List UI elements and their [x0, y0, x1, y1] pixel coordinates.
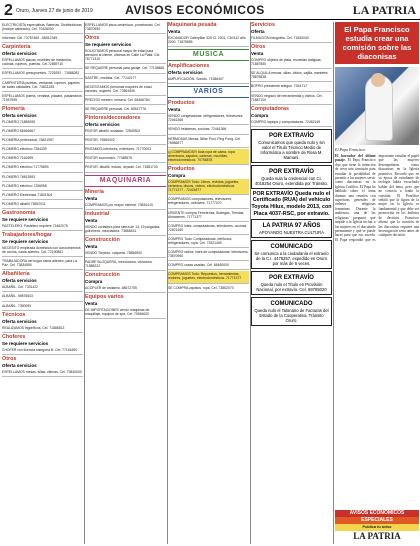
classified-ad: AMPLIFICACIÓN. Sonido. 71386407 — [168, 76, 249, 84]
subcategory-heading: Venta — [85, 217, 98, 223]
classified-ad: VENDO heladeras, cocinas. 72461366 — [168, 126, 249, 134]
classified-ad: PINTAMOS interiores, exteriores. 71770003 — [85, 146, 166, 154]
classifieds-column-1 — [2, 22, 83, 544]
classified-ad: COMPRO objetos de plata, monedas antiguas. 71887850 — [251, 57, 332, 69]
subcategory-heading: Se requiere servicios — [2, 238, 49, 244]
subcategory-heading: Compra — [251, 112, 269, 118]
classified-ad: ALBAÑIL. 7350090 — [2, 303, 83, 311]
category-heading: Trabajadores/hogar — [2, 231, 53, 238]
classified-ad: Informes: Cel. 73757460 - 65512345 — [2, 35, 83, 43]
notice-title: POR EXTRAVÍO — [269, 168, 314, 175]
classified-ad: COMPRAMOS computadoras, televisores, refrigeradores, celulares. 71777070 — [168, 196, 249, 208]
classified-ad: COMPRAMOS por mayor mineral. 73834410 — [85, 202, 166, 210]
classified-ad: PLOMERO 7162699 — [2, 155, 83, 163]
classified-ad: ACOPLER de andamio. 68672755 — [85, 285, 166, 293]
classified-ad: BOFRO presidente antiguo. 7254717 — [251, 83, 332, 91]
classified-ad: COMPRO Todo: Computadoras, teléfonos, refrigeradores, ropa. Cel. 72521460 — [168, 236, 249, 248]
category-heading: Técnicos — [2, 311, 26, 318]
section-band: MAQUINARIA — [85, 175, 166, 187]
classified-ad: ESPELLAMOS presupuestos. 7225292 - 71888282 — [2, 70, 83, 78]
classified-ad: ESPELLAMOS pisos cerámicos, porcelanato. Cel. 73870950 — [85, 22, 166, 34]
article-text: El Papa Francisco dijo que tiene la intención de crear una comisión para estudiar la posibilidad de permitir a las mujeres servir como diaconisas en la Iglesia Católica. El Papa ha hablado sobre el tema durante una reunión con superioras generales de órdenes religiosas femeninas. Durante la audiencia, una de las religiosas preguntó qué impide a la Iglesia incluir a las mujeres en el diaconado permanente y qué se puede hacer para que eso suceda. El Papa respondió que es importante estudiar el papel que las mujeres desempeñaron como diaconisas en la Iglesia primitiva. Recordó que en su época de estudiante de teología había escuchado hablar del tema, pero que no conocía a fondo la cuestión. El Pontífice señaló que la figura de la mujer en la Iglesia es fundamental y que debe ser promovida en los ámbitos de decisión. Francisco afirmó que la cuestión de las diaconisas requiere una investigación seria antes de cualquier decisión. — [335, 154, 419, 242]
subcategory-heading: Compra — [168, 173, 186, 179]
classified-ad: PINTOR económico. 77485575 — [85, 155, 166, 163]
article-body — [335, 154, 419, 460]
category-heading: Construcción — [85, 272, 120, 279]
date-line: Oruro, Jueves 27 de junio de 2019 — [16, 8, 93, 14]
classified-ad: URGENTE compra Ferreterías, Bodegas, Tiendas, Almacenes. 71771377 — [168, 210, 249, 222]
classified-ad: PINTOR, albañil, estuco, drywall. Cel. 71881733 — [85, 164, 166, 172]
classified-ad: EXCAVADOR Caterpillar 325 CL 2001, CM 512 año 2000. 71878555 — [168, 35, 249, 47]
notice-text: Queda nulo el Título en Provisión Nacional, por extravío. Cel. 69765020 — [256, 282, 327, 293]
subcategory-heading: Oferta servicios — [168, 70, 203, 76]
article-dateline: El borrador del último pasaje. — [335, 154, 376, 163]
article-headline: El Papa Francisco estudia crear una comisión sobre las diaconisas — [335, 22, 419, 64]
category-heading: Servicios — [251, 22, 275, 28]
notice-text: APOYANDO NUESTRA CULTURA — [259, 230, 324, 236]
subcategory-heading: Se requiere servicios — [2, 340, 49, 346]
notice-large: POR EXTRAVÍO Queda nulo el Certificado (RUA) del vehículo Toyota Hilux, modelo 2013, con Placa 4037-RSC, por extravío. — [251, 190, 332, 217]
classified-ad: COMPRO cosas usadas. Cel. 65480000 — [168, 262, 249, 270]
notice-box — [251, 271, 332, 295]
classified-ad: COMPRAMOS Todo: Libros, revistas, juguetes, cerámica, discos, videos, electrodomésticos. 71771377 - 72424877 — [168, 179, 249, 195]
subcategory-heading: Se requiere servicios — [85, 42, 132, 48]
classified-ad: PLOMERO 76813993 — [2, 174, 83, 182]
subcategory-heading: Oferta servicios — [2, 112, 37, 118]
page-header — [0, 0, 420, 20]
subcategory-heading: Oferta servicios — [85, 122, 120, 128]
classified-ad: ESPELLAMOS mesas, sillas, vitrinas. Cel. 73840000 — [2, 369, 83, 377]
notice-title: POR EXTRAVÍO — [269, 275, 314, 282]
classified-ad: PLOMERÍA profesional. 76821957 — [2, 137, 83, 145]
classified-ad: PINTOR albañil, soldador. 72849302 — [85, 128, 166, 136]
category-heading: Computadoras — [251, 105, 290, 112]
category-heading: Productos — [168, 100, 195, 107]
classified-ad: ¡¡¡COMPRAMOS!!! toda ropa de cama, ropa americana, zapatos, carteras, mochilas, electrodomésticos. 70758878 — [168, 149, 249, 165]
promo-box — [335, 510, 419, 542]
category-heading: Industrial — [85, 210, 110, 217]
section-title: AVISOS ECONÓMICOS — [125, 3, 265, 17]
subcategory-heading: Oferta servicios — [2, 51, 37, 57]
notice-title: COMUNICADO — [270, 301, 313, 308]
classified-ad: PLOMERO eléctrico 7284339 — [2, 146, 83, 154]
category-heading: Minería — [85, 188, 104, 195]
classified-ad: TRABAJADORA del hogar cama adentro, para La Paz. Cel. 73834550 — [2, 258, 83, 270]
classified-ad: ELECTRICISTA especialista, Baterías, Distribuidoras (Incluye cableado). Cel. 70428000 — [2, 22, 83, 34]
classified-ad: PLOMERO eléctrico 7256998 — [2, 183, 83, 191]
section-band: MÚSICA — [168, 49, 249, 61]
notice-box — [251, 240, 332, 269]
subcategory-heading: Venta — [168, 107, 181, 113]
subcategory-heading: Oferta servicios — [2, 278, 37, 284]
category-heading: Amplificaciones — [168, 63, 210, 70]
promo-tagline: Publica tu aviso — [335, 524, 419, 531]
notice-title: LA PATRIA 97 AÑOS — [262, 223, 321, 230]
classifieds-column-3 — [168, 22, 249, 544]
classified-ad: HERMOSAS Mesas, Billar Pool, Ping Pong. Cel. 76966677 — [168, 136, 249, 148]
classified-ad: NECESITO empleada doméstica con conocimientos de cocina, cama adentro. Cel. 72190881 — [2, 245, 83, 257]
category-heading: Pintores/decoradores — [85, 115, 141, 122]
notice-text: Se comunica a la ciudadanía el extravío de la C.I. 4476257, expedido en Oruro por más de 6 veces. — [254, 251, 329, 267]
category-heading: Choferes — [2, 333, 26, 340]
subcategory-heading: Oferta — [251, 29, 265, 34]
category-heading: Construcción — [85, 236, 120, 243]
category-heading: Maquinaria pesada — [168, 22, 217, 28]
category-heading: Otros — [85, 35, 100, 42]
notice-text: Queda nula la credencial con CI. 4018254 Oruro, extendida por Tránsito. — [254, 175, 329, 186]
classified-ad: SE REQUIERE personal. Cel. 65517776 — [85, 106, 166, 114]
classified-ad: ESPELLAMOS puerta, ventana, placard, pasamanos. 71947995 — [2, 93, 83, 105]
classified-ad: COMPRO laptops y computadoras. 72462149 — [251, 119, 332, 127]
notice-box — [251, 297, 332, 326]
subcategory-heading: Venta — [85, 243, 98, 249]
section-band: VARIOS — [168, 86, 249, 98]
classified-ad: ALBAÑIL. 69876543 — [2, 293, 83, 301]
promo-brand: LA PATRIA — [353, 531, 401, 541]
classified-ad: CHOFER con licencia categoría B. Cel. 77161690 — [2, 347, 83, 355]
classified-ad: SE ALQUILA mesas, sillas, toldos, vajilla, manteles. 78878838 — [251, 70, 332, 82]
classified-ad: PLOMERO albañil 73852011 — [2, 201, 83, 209]
classified-ad: SASTRE, modista. Cel. 77142177 — [85, 75, 166, 83]
pope-photo — [335, 67, 419, 145]
category-heading: Gastronomía — [2, 209, 36, 216]
classifieds-column-2 — [85, 22, 166, 544]
classified-ad: DE IMPORTACIONES vendo máquinas de maquillaje, equipos de spa. Cel. 70546000 — [85, 307, 166, 319]
notice-text: Comunicamos que queda nulo y sin valor el Título Técnico Medio de Informática a nombre de Rosa M. Mamani. — [258, 139, 325, 160]
category-heading: Productos — [168, 166, 195, 173]
notice-title: POR EXTRAVÍO — [269, 132, 314, 139]
classified-ad: SE COMPRA zapatos, ropa. Cel. 73862070 — [168, 285, 249, 293]
column-divider — [333, 22, 334, 544]
classified-ad: VENDO cortadora para sierra de 13, 19 pulgadas, guinchera, mezcladora. 73868431 — [85, 224, 166, 236]
subcategory-heading: Venta — [251, 51, 264, 57]
category-heading: Plomería — [2, 105, 25, 112]
category-heading: Equipos varios — [85, 294, 124, 301]
category-heading: Otros — [251, 44, 266, 51]
classified-ad: PLOMERO eléctrico 71775893 — [2, 164, 83, 172]
classified-ad: FILMACIÓN fotografía. Cel. 71830040 — [251, 35, 332, 43]
subcategory-heading: Venta — [85, 195, 98, 201]
promo-title: AVISOS ECONÓMICOS — [335, 510, 419, 517]
subcategory-heading: Venta — [85, 301, 98, 307]
notice-box — [251, 129, 332, 163]
classifieds-column-4 — [251, 22, 332, 544]
subcategory-heading: Venta — [168, 29, 181, 34]
photo-caption: El Papa Francisco — [335, 147, 366, 152]
classified-ad: NECESITAMOS personas mayores de edad, varones, mujeres. Cel. 72861506 — [85, 84, 166, 96]
subcategory-heading: Compra — [85, 279, 103, 285]
category-heading: Otros — [2, 355, 17, 362]
category-heading: Albañilería — [2, 271, 30, 278]
classified-ad: PLOMERO 65466567 — [2, 128, 83, 136]
subcategory-heading: Se requiere servicios — [2, 216, 49, 222]
notice-text: Queda nulo el Talonario de Facturas del Estado de la Cooperativa. Tránsito Oruro. — [254, 308, 329, 324]
news-article — [335, 22, 419, 544]
classified-ad: COMPRO lotes: computadoras, televisores, cocinas. 72521460 — [168, 223, 249, 235]
classified-ad: SE REQUIERE personal para garaje. Cel. 77138865 — [85, 65, 166, 73]
classified-ad: ESPELLAMOS placas, muebles de melamina, cocinas, roperos, puertas. Cel.72869710 — [2, 57, 83, 69]
newspaper-brand: LA PATRIA — [352, 3, 416, 17]
promo-subtitle: ESPECIALES — [335, 517, 419, 524]
notice-box — [251, 219, 332, 238]
classified-ad: REALIZAMOS frigoríficos. Cel. 71886513 — [2, 325, 83, 333]
classified-ad: COMPRAMOS Todo: Repuestos, herramientas, motores, juguetes, electrodomésticos. 71771377 — [168, 271, 249, 283]
notice-title: COMUNICADO — [270, 244, 313, 251]
classified-ad: PINTOR. 76560402 — [85, 137, 166, 145]
classified-ad: PASTELERO. Pastelero requiere 72462075 — [2, 223, 83, 231]
category-heading: Carpintería — [2, 44, 31, 51]
pope-head — [371, 73, 385, 87]
classified-ad: PLOMERO Electricista 71801504 — [2, 192, 83, 200]
classified-ad: PLOMERO 71888095 — [2, 119, 83, 127]
classified-ad: SOLICITAMOS personal mayor de edad para atención al cliente, oficinas en Calle La Plata. Cel. 76771310 — [85, 48, 166, 64]
page-number: 2 — [4, 2, 13, 19]
classified-ad: ALBAÑIL. Cel. 7331422 — [2, 284, 83, 292]
notice-box — [251, 165, 332, 189]
classified-ad: VENDO Torpedo, volqueta. 75856500 — [85, 250, 166, 258]
classified-ad: CARPINTERÍA puertas, ventanas, roperos, papeles de todas calidades. Cel. 73831283 — [2, 80, 83, 92]
classified-ad: PRECISO mesero, mesera. Cel. 68466784 — [85, 97, 166, 105]
classified-ad: COMPRO radios, lotes de computadoras, televisores. 73870960 — [168, 249, 249, 261]
classified-ad: PADRE BLOQUERA, mezcladora, vibradora. 71888222 — [85, 259, 166, 271]
subcategory-heading: Oferta servicios — [2, 318, 37, 324]
classified-ad: VENDO negocio de herramientas y vidrios. Cel. 71887100 — [251, 93, 332, 105]
classified-ad: VENDO congeladoras, refrigeradores, televisores. 72461366 — [168, 113, 249, 125]
subcategory-heading: Oferta servicios — [2, 362, 37, 368]
